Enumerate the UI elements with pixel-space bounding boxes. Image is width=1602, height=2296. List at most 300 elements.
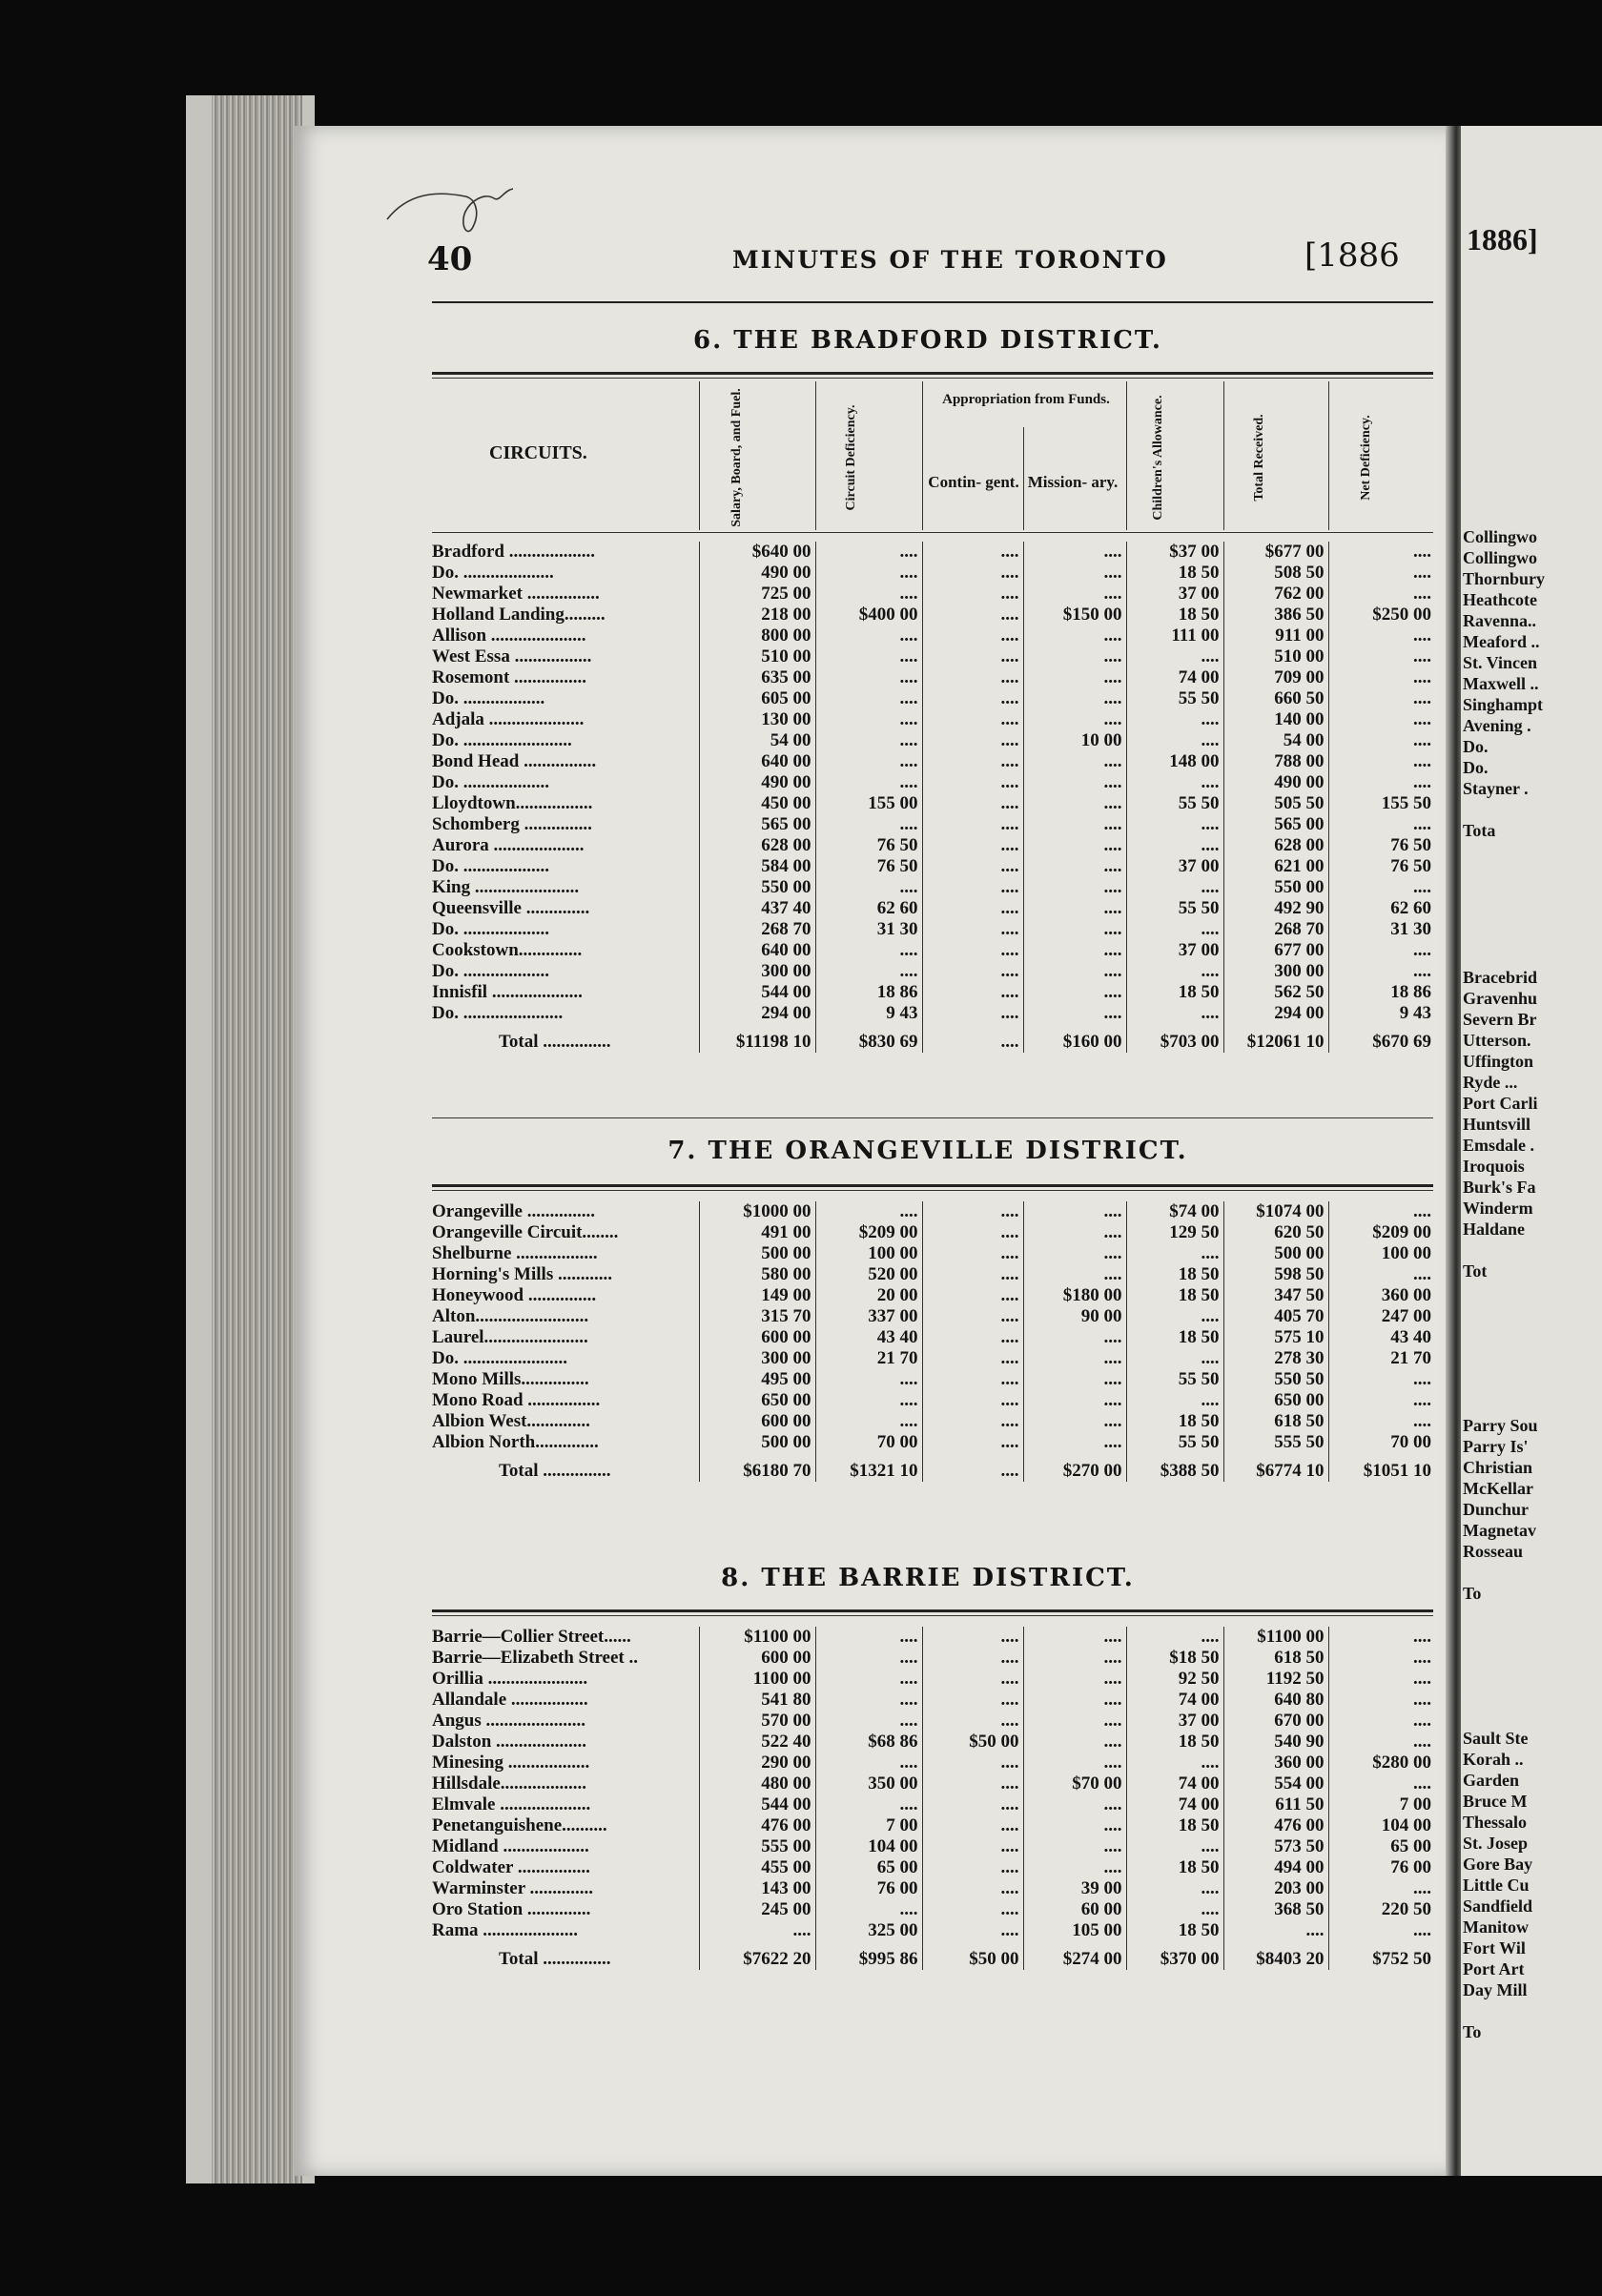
- table-row: [432, 1711, 1435, 1732]
- contingent-cell: ....: [922, 772, 1023, 793]
- right-page-line: To: [1463, 2022, 1482, 2041]
- circuit-name: Orangeville ...............: [432, 1201, 595, 1221]
- circuit-deficiency-cell: $68 86: [815, 1732, 922, 1753]
- contingent-cell: ....: [922, 646, 1023, 667]
- circuit-deficiency-cell: 20 00: [815, 1285, 922, 1306]
- right-page-line: Thornbury: [1463, 569, 1546, 588]
- col-circuit-deficiency: Circuit Deficiency.: [844, 404, 858, 511]
- circuit-name: Mono Road ................: [432, 1390, 601, 1410]
- bradford-table: [432, 542, 1435, 1053]
- net-deficiency-cell: 360 00: [1328, 1285, 1435, 1306]
- left-page: [294, 126, 1449, 2176]
- table-row: [432, 1648, 1435, 1669]
- total-received-cell: 550 50: [1223, 1369, 1328, 1390]
- net-deficiency-cell: 104 00: [1328, 1815, 1435, 1836]
- childrens-allowance-cell: 18 50: [1126, 1264, 1223, 1285]
- district-title-barrie: 8. THE BARRIE DISTRICT.: [721, 1564, 1135, 1592]
- total-received-cell: 510 00: [1223, 646, 1328, 667]
- contingent-cell: ....: [922, 1222, 1023, 1243]
- total-received-cell: 650 00: [1223, 1390, 1328, 1411]
- page-stack-edge: [212, 95, 302, 2183]
- right-page-line: Port Art: [1463, 1959, 1525, 1978]
- salary-cell: 565 00: [699, 814, 815, 835]
- childrens-allowance-cell: $18 50: [1126, 1648, 1223, 1669]
- table-row: [432, 1815, 1435, 1836]
- right-page-line: Bruce M: [1463, 1792, 1528, 1811]
- salary-cell: 600 00: [699, 1648, 815, 1669]
- circuit-name: Minesing ..................: [432, 1753, 590, 1773]
- circuit-name: Do. ....................: [432, 563, 554, 583]
- table-row: [432, 584, 1435, 605]
- missionary-cell: $180 00: [1023, 1285, 1126, 1306]
- total-received-cell: 494 00: [1223, 1857, 1328, 1878]
- right-page-line: Ryde ...: [1463, 1073, 1518, 1092]
- total-received-cell: 565 00: [1223, 814, 1328, 835]
- total-received-cell: 490 00: [1223, 772, 1328, 793]
- right-page-line: Sault Ste: [1463, 1729, 1529, 1748]
- col-total-received: Total Received.: [1252, 414, 1266, 502]
- net-deficiency-cell: ....: [1328, 646, 1435, 667]
- contingent-cell: ....: [922, 856, 1023, 877]
- circuit-deficiency-cell: ....: [815, 625, 922, 646]
- salary-cell: 510 00: [699, 646, 815, 667]
- missionary-cell: ....: [1023, 919, 1126, 940]
- circuit-name: Bradford ...................: [432, 542, 595, 562]
- table-row: [432, 1003, 1435, 1024]
- table-row: [432, 1857, 1435, 1878]
- circuit-deficiency-cell: 21 70: [815, 1348, 922, 1369]
- total-received-cell: 628 00: [1223, 835, 1328, 856]
- district-title-bradford: 6. THE BRADFORD DISTRICT.: [693, 326, 1162, 355]
- contingent-cell: ....: [922, 1878, 1023, 1899]
- childrens-allowance-cell: 55 50: [1126, 793, 1223, 814]
- contingent-cell: ....: [922, 919, 1023, 940]
- missionary-cell: ....: [1023, 814, 1126, 835]
- right-page-line: Singhampt: [1463, 695, 1544, 714]
- right-page-line: Stayner .: [1463, 779, 1529, 798]
- total-received-cell: 500 00: [1223, 1243, 1328, 1264]
- salary-cell: 290 00: [699, 1753, 815, 1773]
- circuit-deficiency-cell: ....: [815, 1690, 922, 1711]
- salary-cell: 476 00: [699, 1815, 815, 1836]
- orangeville-table: [432, 1201, 1435, 1482]
- childrens-allowance-cell: 74 00: [1126, 667, 1223, 688]
- missionary-cell: ....: [1023, 898, 1126, 919]
- circuit-name: Do. ...................: [432, 772, 549, 792]
- table-row: [432, 1690, 1435, 1711]
- salary-cell: 268 70: [699, 919, 815, 940]
- net-deficiency-cell: ....: [1328, 1627, 1435, 1648]
- circuit-name: Shelburne ..................: [432, 1243, 598, 1263]
- total-received-cell: 405 70: [1223, 1306, 1328, 1327]
- total-received-cell: 300 00: [1223, 961, 1328, 982]
- circuit-deficiency-cell: ....: [815, 961, 922, 982]
- salary-cell: 54 00: [699, 730, 815, 751]
- contingent-cell: ....: [922, 1648, 1023, 1669]
- circuit-name: Allison .....................: [432, 625, 586, 646]
- childrens-allowance-cell: ....: [1126, 1306, 1223, 1327]
- total-received-cell: 347 50: [1223, 1285, 1328, 1306]
- total-received-cell: ....: [1223, 1920, 1328, 1941]
- barrie-table: [432, 1627, 1435, 1970]
- missionary-cell: $270 00: [1023, 1453, 1126, 1482]
- contingent-cell: ....: [922, 584, 1023, 605]
- total-received-cell: 554 00: [1223, 1773, 1328, 1794]
- missionary-cell: ....: [1023, 1390, 1126, 1411]
- circuit-deficiency-cell: 70 00: [815, 1432, 922, 1453]
- right-page-line: Utterson.: [1463, 1031, 1531, 1050]
- net-deficiency-cell: ....: [1328, 814, 1435, 835]
- total-received-cell: 550 00: [1223, 877, 1328, 898]
- contingent-cell: ....: [922, 1815, 1023, 1836]
- circuit-deficiency-cell: ....: [815, 751, 922, 772]
- right-page-line: Severn Br: [1463, 1010, 1537, 1029]
- table-row: [432, 1732, 1435, 1753]
- salary-cell: $11198 10: [699, 1024, 815, 1053]
- circuit-name: Total ...............: [499, 1949, 611, 1969]
- missionary-cell: ....: [1023, 1648, 1126, 1669]
- page-title: MINUTES OF THE TORONTO: [732, 246, 1168, 274]
- right-page-line: Port Carli: [1463, 1094, 1538, 1113]
- header-rule: [432, 301, 1433, 303]
- right-page-line: Tota: [1463, 821, 1496, 840]
- salary-cell: 300 00: [699, 961, 815, 982]
- missionary-cell: 105 00: [1023, 1920, 1126, 1941]
- right-page-line: Rosseau: [1463, 1542, 1524, 1561]
- rule: [432, 532, 1433, 533]
- missionary-cell: ....: [1023, 1669, 1126, 1690]
- right-page-line: [1463, 799, 1545, 820]
- childrens-allowance-cell: 129 50: [1126, 1222, 1223, 1243]
- circuit-name: Coldwater ................: [432, 1857, 590, 1877]
- childrens-allowance-cell: ....: [1126, 1390, 1223, 1411]
- circuit-name: Do. ..................: [432, 688, 545, 708]
- total-received-cell: 368 50: [1223, 1899, 1328, 1920]
- total-received-cell: 505 50: [1223, 793, 1328, 814]
- contingent-cell: ....: [922, 625, 1023, 646]
- childrens-allowance-cell: $703 00: [1126, 1024, 1223, 1053]
- total-received-cell: 660 50: [1223, 688, 1328, 709]
- circuit-name: Rosemont ................: [432, 667, 587, 687]
- salary-cell: 490 00: [699, 563, 815, 584]
- contingent-cell: ....: [922, 751, 1023, 772]
- missionary-cell: ....: [1023, 1222, 1126, 1243]
- total-received-cell: $677 00: [1223, 542, 1328, 563]
- net-deficiency-cell: ....: [1328, 1369, 1435, 1390]
- circuit-name: Newmarket ................: [432, 584, 600, 604]
- total-received-cell: 540 90: [1223, 1732, 1328, 1753]
- table-row: [432, 814, 1435, 835]
- contingent-cell: ....: [922, 709, 1023, 730]
- childrens-allowance-cell: 92 50: [1126, 1669, 1223, 1690]
- total-received-cell: 54 00: [1223, 730, 1328, 751]
- right-page-list-a: [1463, 526, 1545, 841]
- contingent-cell: ....: [922, 835, 1023, 856]
- district-title-orangeville: 7. THE ORANGEVILLE DISTRICT.: [668, 1137, 1188, 1165]
- missionary-cell: ....: [1023, 940, 1126, 961]
- salary-cell: $7622 20: [699, 1941, 815, 1970]
- circuit-deficiency-cell: ....: [815, 1369, 922, 1390]
- circuit-name: Albion West..............: [432, 1411, 590, 1431]
- contingent-cell: ....: [922, 1348, 1023, 1369]
- salary-cell: 584 00: [699, 856, 815, 877]
- salary-cell: 130 00: [699, 709, 815, 730]
- table-row: [432, 667, 1435, 688]
- net-deficiency-cell: $752 50: [1328, 1941, 1435, 1970]
- missionary-cell: ....: [1023, 835, 1126, 856]
- circuit-name: Midland ...................: [432, 1836, 589, 1856]
- right-page-line: Gore Bay: [1463, 1855, 1533, 1874]
- table-row: [432, 940, 1435, 961]
- page-number: 40: [427, 240, 473, 278]
- contingent-cell: ....: [922, 940, 1023, 961]
- salary-cell: ....: [699, 1920, 815, 1941]
- right-page-line: Thessalo: [1463, 1813, 1528, 1832]
- net-deficiency-cell: ....: [1328, 688, 1435, 709]
- col-net-deficiency: Net Deficiency.: [1359, 415, 1373, 501]
- total-received-cell: 573 50: [1223, 1836, 1328, 1857]
- missionary-cell: 10 00: [1023, 730, 1126, 751]
- salary-cell: 143 00: [699, 1878, 815, 1899]
- contingent-cell: ....: [922, 1264, 1023, 1285]
- missionary-cell: ....: [1023, 542, 1126, 563]
- net-deficiency-cell: ....: [1328, 1920, 1435, 1941]
- rule: [432, 1117, 1433, 1118]
- childrens-allowance-cell: 18 50: [1126, 1411, 1223, 1432]
- childrens-allowance-cell: 37 00: [1126, 584, 1223, 605]
- right-page-list-b: [1463, 967, 1537, 1281]
- circuit-deficiency-cell: ....: [815, 877, 922, 898]
- circuit-name: Hillsdale...................: [432, 1773, 587, 1794]
- right-page-line: Day Mill: [1463, 1980, 1528, 1999]
- circuit-name: Queensville ..............: [432, 898, 590, 918]
- contingent-cell: ....: [922, 667, 1023, 688]
- salary-cell: $6180 70: [699, 1453, 815, 1482]
- childrens-allowance-cell: 55 50: [1126, 688, 1223, 709]
- net-deficiency-cell: 247 00: [1328, 1306, 1435, 1327]
- right-page-line: Iroquois: [1463, 1157, 1525, 1176]
- circuit-name: Albion North..............: [432, 1432, 599, 1452]
- contingent-cell: ....: [922, 1306, 1023, 1327]
- childrens-allowance-cell: ....: [1126, 877, 1223, 898]
- total-received-cell: 294 00: [1223, 1003, 1328, 1024]
- circuit-deficiency-cell: 155 00: [815, 793, 922, 814]
- net-deficiency-cell: ....: [1328, 667, 1435, 688]
- missionary-cell: ....: [1023, 1857, 1126, 1878]
- circuit-deficiency-cell: ....: [815, 940, 922, 961]
- total-received-cell: $1100 00: [1223, 1627, 1328, 1648]
- circuit-deficiency-cell: ....: [815, 1390, 922, 1411]
- col-contingent: Contin- gent.: [928, 473, 1019, 491]
- right-page-line: Magnetav: [1463, 1521, 1536, 1540]
- salary-cell: 635 00: [699, 667, 815, 688]
- salary-cell: $640 00: [699, 542, 815, 563]
- right-page-line: Fort Wil: [1463, 1938, 1526, 1958]
- salary-cell: 500 00: [699, 1243, 815, 1264]
- net-deficiency-cell: $280 00: [1328, 1753, 1435, 1773]
- net-deficiency-cell: 31 30: [1328, 919, 1435, 940]
- right-page-line: St. Josep: [1463, 1834, 1529, 1853]
- column-headers: [432, 381, 1435, 530]
- circuit-deficiency-cell: ....: [815, 688, 922, 709]
- total-received-cell: 621 00: [1223, 856, 1328, 877]
- right-page-line: Collingwo: [1463, 527, 1538, 546]
- missionary-cell: ....: [1023, 961, 1126, 982]
- salary-cell: 550 00: [699, 877, 815, 898]
- salary-cell: 555 00: [699, 1836, 815, 1857]
- salary-cell: 541 80: [699, 1690, 815, 1711]
- circuit-name: Angus ......................: [432, 1711, 585, 1731]
- total-received-cell: $6774 10: [1223, 1453, 1328, 1482]
- childrens-allowance-cell: 55 50: [1126, 1432, 1223, 1453]
- circuit-deficiency-cell: 18 86: [815, 982, 922, 1003]
- col-appropriation: Appropriation from Funds.: [942, 392, 1110, 407]
- table-row: [432, 1669, 1435, 1690]
- table-row: [432, 563, 1435, 584]
- missionary-cell: ....: [1023, 772, 1126, 793]
- childrens-allowance-cell: 18 50: [1126, 1285, 1223, 1306]
- table-row: [432, 688, 1435, 709]
- contingent-cell: ....: [922, 1711, 1023, 1732]
- childrens-allowance-cell: ....: [1126, 1878, 1223, 1899]
- table-row: [432, 1920, 1435, 1941]
- contingent-cell: ....: [922, 688, 1023, 709]
- childrens-allowance-cell: ....: [1126, 1753, 1223, 1773]
- missionary-cell: ....: [1023, 1732, 1126, 1753]
- net-deficiency-cell: ....: [1328, 1690, 1435, 1711]
- contingent-cell: ....: [922, 542, 1023, 563]
- net-deficiency-cell: 155 50: [1328, 793, 1435, 814]
- right-page-line: Huntsvill: [1463, 1115, 1531, 1134]
- contingent-cell: ....: [922, 1432, 1023, 1453]
- childrens-allowance-cell: ....: [1126, 709, 1223, 730]
- circuit-deficiency-cell: 76 50: [815, 856, 922, 877]
- missionary-cell: ....: [1023, 751, 1126, 772]
- table-row: [432, 1201, 1435, 1222]
- contingent-cell: ....: [922, 730, 1023, 751]
- net-deficiency-cell: $209 00: [1328, 1222, 1435, 1243]
- net-deficiency-cell: ....: [1328, 584, 1435, 605]
- net-deficiency-cell: ....: [1328, 772, 1435, 793]
- right-page-list-d: [1463, 1728, 1532, 2042]
- page-header: [427, 236, 1438, 278]
- net-deficiency-cell: 76 50: [1328, 856, 1435, 877]
- right-page-line: Maxwell ..: [1463, 674, 1539, 693]
- childrens-allowance-cell: $37 00: [1126, 542, 1223, 563]
- right-page-line: McKellar: [1463, 1479, 1533, 1498]
- childrens-allowance-cell: 18 50: [1126, 1920, 1223, 1941]
- childrens-allowance-cell: 37 00: [1126, 940, 1223, 961]
- missionary-cell: $70 00: [1023, 1773, 1126, 1794]
- circuit-name: Oro Station ..............: [432, 1899, 591, 1919]
- col-childrens-allowance: Children's Allowance.: [1151, 395, 1165, 521]
- contingent-cell: ....: [922, 961, 1023, 982]
- circuit-name: Bond Head ................: [432, 751, 597, 771]
- childrens-allowance-cell: ....: [1126, 772, 1223, 793]
- net-deficiency-cell: 21 70: [1328, 1348, 1435, 1369]
- contingent-cell: ....: [922, 982, 1023, 1003]
- circuit-deficiency-cell: 76 50: [815, 835, 922, 856]
- circuit-name: Do. .......................: [432, 1348, 567, 1368]
- right-page-list-c: [1463, 1415, 1538, 1604]
- circuit-deficiency-cell: ....: [815, 772, 922, 793]
- childrens-allowance-cell: $370 00: [1126, 1941, 1223, 1970]
- table-row: [432, 1432, 1435, 1453]
- col-missionary: Mission- ary.: [1027, 473, 1119, 491]
- net-deficiency-cell: 18 86: [1328, 982, 1435, 1003]
- salary-cell: 605 00: [699, 688, 815, 709]
- circuit-deficiency-cell: ....: [815, 542, 922, 563]
- missionary-cell: ....: [1023, 793, 1126, 814]
- right-page-line: Heathcote: [1463, 590, 1537, 609]
- contingent-cell: ....: [922, 1390, 1023, 1411]
- rule: [432, 1615, 1433, 1616]
- childrens-allowance-cell: ....: [1126, 814, 1223, 835]
- missionary-cell: $160 00: [1023, 1024, 1126, 1053]
- right-page-line: Winderm: [1463, 1199, 1533, 1218]
- childrens-allowance-cell: ....: [1126, 1348, 1223, 1369]
- childrens-allowance-cell: 18 50: [1126, 605, 1223, 625]
- table-row: [432, 1627, 1435, 1648]
- contingent-cell: ....: [922, 1920, 1023, 1941]
- circuit-deficiency-cell: $209 00: [815, 1222, 922, 1243]
- table-row: [432, 835, 1435, 856]
- circuit-name: Schomberg ...............: [432, 814, 592, 834]
- childrens-allowance-cell: 74 00: [1126, 1794, 1223, 1815]
- page-year: [1886: [1304, 236, 1400, 275]
- table-row: [432, 919, 1435, 940]
- table-row: [432, 982, 1435, 1003]
- salary-cell: 800 00: [699, 625, 815, 646]
- childrens-allowance-cell: 37 00: [1126, 1711, 1223, 1732]
- table-row: [432, 1243, 1435, 1264]
- circuit-deficiency-cell: 9 43: [815, 1003, 922, 1024]
- net-deficiency-cell: ....: [1328, 1711, 1435, 1732]
- table-row: [432, 961, 1435, 982]
- circuit-deficiency-cell: ....: [815, 563, 922, 584]
- net-deficiency-cell: ....: [1328, 1773, 1435, 1794]
- net-deficiency-cell: 9 43: [1328, 1003, 1435, 1024]
- total-received-cell: 1192 50: [1223, 1669, 1328, 1690]
- right-page-line: Burk's Fa: [1463, 1178, 1536, 1197]
- missionary-cell: ....: [1023, 982, 1126, 1003]
- circuit-deficiency-cell: 7 00: [815, 1815, 922, 1836]
- contingent-cell: ....: [922, 793, 1023, 814]
- right-page-line: Uffington: [1463, 1052, 1534, 1071]
- salary-cell: 490 00: [699, 772, 815, 793]
- table-row: [432, 1836, 1435, 1857]
- childrens-allowance-cell: 148 00: [1126, 751, 1223, 772]
- salary-cell: 437 40: [699, 898, 815, 919]
- net-deficiency-cell: 76 50: [1328, 835, 1435, 856]
- contingent-cell: ....: [922, 814, 1023, 835]
- contingent-cell: $50 00: [922, 1732, 1023, 1753]
- circuit-deficiency-cell: $1321 10: [815, 1453, 922, 1482]
- net-deficiency-cell: ....: [1328, 1264, 1435, 1285]
- circuit-deficiency-cell: 100 00: [815, 1243, 922, 1264]
- net-deficiency-cell: 7 00: [1328, 1794, 1435, 1815]
- table-row: [432, 646, 1435, 667]
- total-received-cell: 562 50: [1223, 982, 1328, 1003]
- right-page: [1461, 126, 1602, 2176]
- contingent-cell: ....: [922, 1369, 1023, 1390]
- right-page-line: Korah ..: [1463, 1750, 1524, 1769]
- circuit-name: Elmvale ....................: [432, 1794, 591, 1814]
- salary-cell: $1100 00: [699, 1627, 815, 1648]
- contingent-cell: ....: [922, 1669, 1023, 1690]
- circuit-deficiency-cell: ....: [815, 1648, 922, 1669]
- total-received-cell: 618 50: [1223, 1411, 1328, 1432]
